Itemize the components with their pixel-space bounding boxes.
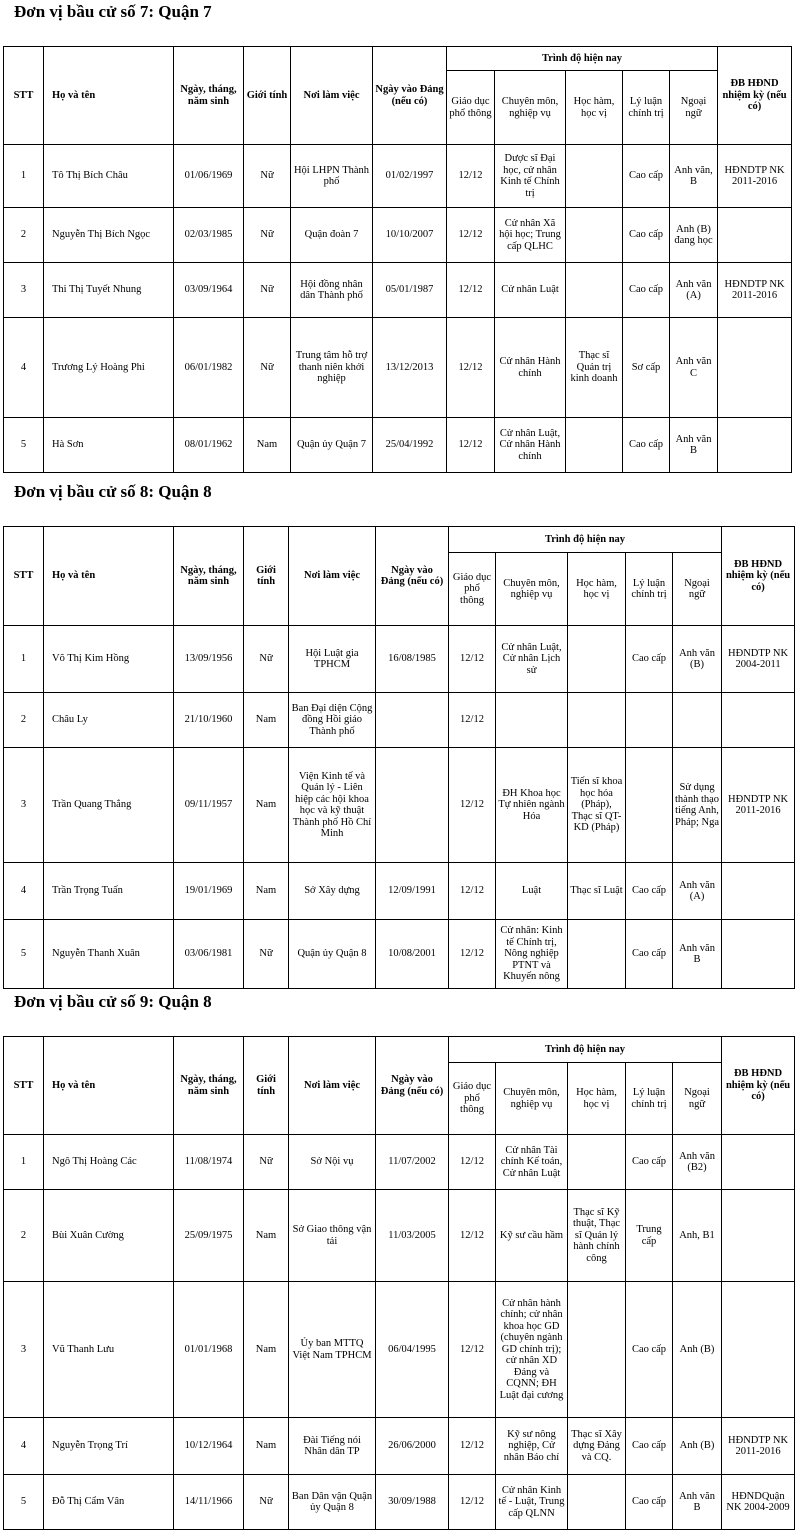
cell-name: Nguyễn Thị Bích Ngọc xyxy=(44,208,174,263)
cell-gender: Nam xyxy=(244,748,289,863)
header-party-date: Ngày vào Đảng (nếu có) xyxy=(373,47,447,145)
cell-dob: 19/01/1969 xyxy=(174,863,244,920)
cell-name: Trần Quang Thắng xyxy=(44,748,174,863)
cell-party-date: 16/08/1985 xyxy=(376,626,449,693)
cell-party-date: 01/02/1997 xyxy=(373,145,447,208)
cell-stt: 2 xyxy=(4,1190,44,1282)
cell-gender: Nữ xyxy=(244,920,289,989)
cell-gender: Nam xyxy=(244,1190,289,1282)
cell-politics xyxy=(626,748,673,863)
cell-delegate: HĐNDTP NK 2011-2016 xyxy=(722,748,795,863)
cell-specialty: Cử nhân Kinh tế - Luật, Trung cấp QLNN xyxy=(496,1475,568,1530)
cell-degree xyxy=(568,693,626,748)
cell-language: Anh văn B xyxy=(670,418,718,473)
cell-general-education: 12/12 xyxy=(449,1190,496,1282)
cell-stt: 1 xyxy=(4,1135,44,1190)
table-row xyxy=(4,920,795,989)
cell-name: Trần Trọng Tuấn xyxy=(44,863,174,920)
header-delegate: ĐB HĐND nhiệm kỳ (nếu có) xyxy=(722,527,795,626)
cell-general-education: 12/12 xyxy=(447,208,495,263)
cell-gender: Nam xyxy=(244,1418,289,1475)
section-title: Đơn vị bầu cử số 8: Quận 8 xyxy=(14,482,212,501)
header-workplace: Nơi làm việc xyxy=(289,1037,376,1135)
cell-specialty: Cử nhân Luật, Cử nhân Hành chính xyxy=(495,418,566,473)
cell-party-date: 11/03/2005 xyxy=(376,1190,449,1282)
header-party-date: Ngày vào Đảng (nếu có) xyxy=(376,527,449,626)
cell-language xyxy=(673,693,722,748)
cell-stt: 4 xyxy=(4,1418,44,1475)
cell-general-education: 12/12 xyxy=(447,418,495,473)
cell-specialty: Cử nhân Luật, Cử nhân Lịch sử xyxy=(496,626,568,693)
cell-workplace: Ban Dân vận Quận ủy Quận 8 xyxy=(289,1475,376,1530)
cell-stt: 3 xyxy=(4,748,44,863)
cell-gender: Nam xyxy=(244,418,291,473)
table-row xyxy=(4,318,792,418)
header-language: Ngoại ngữ xyxy=(670,71,718,145)
cell-gender: Nữ xyxy=(244,208,291,263)
cell-stt: 2 xyxy=(4,208,44,263)
cell-language: Sử dụng thành thạo tiếng Anh, Pháp; Nga xyxy=(673,748,722,863)
cell-party-date: 10/08/2001 xyxy=(376,920,449,989)
cell-stt: 1 xyxy=(4,145,44,208)
cell-gender: Nữ xyxy=(244,145,291,208)
cell-delegate: HĐNDTP NK 2011-2016 xyxy=(718,263,792,318)
cell-general-education: 12/12 xyxy=(449,1135,496,1190)
header-gender: Giới tính xyxy=(244,47,291,145)
cell-degree xyxy=(566,145,623,208)
header-stt: STT xyxy=(4,47,44,145)
cell-specialty: Cử nhân Luật xyxy=(495,263,566,318)
cell-dob: 25/09/1975 xyxy=(174,1190,244,1282)
table-row xyxy=(4,693,795,748)
section-district-7 xyxy=(0,0,800,476)
cell-dob: 03/06/1981 xyxy=(174,920,244,989)
cell-workplace: Sở Xây dựng xyxy=(289,863,376,920)
cell-specialty: ĐH Khoa học Tự nhiên ngành Hóa xyxy=(496,748,568,863)
cell-general-education: 12/12 xyxy=(447,145,495,208)
table-row xyxy=(4,1475,795,1530)
header-level-group: Trình độ hiện nay xyxy=(449,527,722,553)
cell-name: Nguyễn Trọng Trí xyxy=(44,1418,174,1475)
cell-language: Anh văn (A) xyxy=(670,263,718,318)
header-politics: Lý luận chính trị xyxy=(626,553,673,626)
cell-stt: 3 xyxy=(4,263,44,318)
header-dob: Ngày, tháng, năm sinh xyxy=(174,1037,244,1135)
header-language: Ngoại ngữ xyxy=(673,553,722,626)
cell-specialty xyxy=(496,693,568,748)
cell-dob: 11/08/1974 xyxy=(174,1135,244,1190)
cell-stt: 4 xyxy=(4,863,44,920)
cell-gender: Nữ xyxy=(244,626,289,693)
header-degree: Học hàm, học vị xyxy=(568,1063,626,1135)
cell-dob: 02/03/1985 xyxy=(174,208,244,263)
header-gender: Giới tính xyxy=(244,1037,289,1135)
table-row xyxy=(4,145,792,208)
header-dob: Ngày, tháng, năm sinh xyxy=(174,47,244,145)
cell-workplace: Quận ủy Quận 8 xyxy=(289,920,376,989)
cell-name: Vũ Thanh Lưu xyxy=(44,1282,174,1418)
cell-dob: 03/09/1964 xyxy=(174,263,244,318)
table-row xyxy=(4,626,795,693)
table-row xyxy=(4,1418,795,1475)
cell-stt: 1 xyxy=(4,626,44,693)
cell-gender: Nam xyxy=(244,693,289,748)
table-row xyxy=(4,1190,795,1282)
cell-degree xyxy=(568,920,626,989)
cell-workplace: Ủy ban MTTQ Việt Nam TPHCM xyxy=(289,1282,376,1418)
cell-party-date: 06/04/1995 xyxy=(376,1282,449,1418)
header-gender: Giới tính xyxy=(244,527,289,626)
cell-party-date xyxy=(376,693,449,748)
header-general-education: Giáo dục phổ thông xyxy=(447,71,495,145)
cell-language: Anh, B1 xyxy=(673,1190,722,1282)
cell-workplace: Sở Nội vụ xyxy=(289,1135,376,1190)
cell-delegate xyxy=(718,318,792,418)
cell-politics: Cao cấp xyxy=(623,263,670,318)
cell-dob: 06/01/1982 xyxy=(174,318,244,418)
cell-name: Đỗ Thị Cẩm Vân xyxy=(44,1475,174,1530)
header-general-education: Giáo dục phổ thông xyxy=(449,1063,496,1135)
cell-stt: 4 xyxy=(4,318,44,418)
header-politics: Lý luận chính trị xyxy=(623,71,670,145)
cell-name: Võ Thị Kim Hồng xyxy=(44,626,174,693)
cell-party-date: 26/06/2000 xyxy=(376,1418,449,1475)
cell-party-date: 25/04/1992 xyxy=(373,418,447,473)
cell-general-education: 12/12 xyxy=(449,863,496,920)
cell-name: Hà Sơn xyxy=(44,418,174,473)
cell-degree xyxy=(568,1475,626,1530)
cell-workplace: Sở Giao thông vận tải xyxy=(289,1190,376,1282)
cell-degree: Thạc sĩ Kỹ thuật, Thạc sĩ Quản lý hành chính công xyxy=(568,1190,626,1282)
header-party-date: Ngày vào Đảng (nếu có) xyxy=(376,1037,449,1135)
header-stt: STT xyxy=(4,1037,44,1135)
cell-general-education: 12/12 xyxy=(449,626,496,693)
header-specialty: Chuyên môn, nghiệp vụ xyxy=(496,1063,568,1135)
cell-general-education: 12/12 xyxy=(447,263,495,318)
table-header-row xyxy=(4,527,795,553)
cell-politics: Cao cấp xyxy=(626,863,673,920)
header-delegate: ĐB HĐND nhiệm kỳ (nếu có) xyxy=(718,47,792,145)
cell-party-date: 13/12/2013 xyxy=(373,318,447,418)
cell-name: Ngô Thị Hoàng Các xyxy=(44,1135,174,1190)
header-politics: Lý luận chính trị xyxy=(626,1063,673,1135)
cell-degree: Thạc sĩ Luật xyxy=(568,863,626,920)
cell-delegate xyxy=(718,208,792,263)
cell-degree xyxy=(566,418,623,473)
cell-workplace: Hội Luật gia TPHCM xyxy=(289,626,376,693)
cell-specialty: Kỹ sư nông nghiệp, Cử nhân Báo chí xyxy=(496,1418,568,1475)
header-level-group: Trình độ hiện nay xyxy=(449,1037,722,1063)
cell-delegate: HĐNDTP NK 2004-2011 xyxy=(722,626,795,693)
header-workplace: Nơi làm việc xyxy=(289,527,376,626)
cell-degree: Thạc sĩ Quản trị kinh doanh xyxy=(566,318,623,418)
cell-gender: Nữ xyxy=(244,263,291,318)
cell-general-education: 12/12 xyxy=(449,920,496,989)
cell-workplace: Hội đồng nhân dân Thành phố xyxy=(291,263,373,318)
cell-language: Anh văn, B xyxy=(670,145,718,208)
cell-specialty: Cử nhân hành chính; cử nhân khoa học GD (chuyên ngành GD chính trị); cử nhân XD Đảng và CQNN; ĐH Luật đại cương xyxy=(496,1282,568,1418)
cell-language: Anh (B) xyxy=(673,1418,722,1475)
cell-stt: 5 xyxy=(4,418,44,473)
cell-delegate xyxy=(718,418,792,473)
cell-party-date: 05/01/1987 xyxy=(373,263,447,318)
cell-general-education: 12/12 xyxy=(449,1418,496,1475)
cell-language: Anh văn (B2) xyxy=(673,1135,722,1190)
cell-delegate: HĐNDTP NK 2011-2016 xyxy=(718,145,792,208)
header-name: Họ và tên xyxy=(44,527,174,626)
candidate-table xyxy=(3,526,795,989)
cell-politics: Cao cấp xyxy=(626,1418,673,1475)
header-dob: Ngày, tháng, năm sinh xyxy=(174,527,244,626)
header-name: Họ và tên xyxy=(44,47,174,145)
cell-degree xyxy=(568,626,626,693)
cell-language: Anh văn B xyxy=(673,920,722,989)
header-degree: Học hàm, học vị xyxy=(568,553,626,626)
cell-general-education: 12/12 xyxy=(447,318,495,418)
cell-degree xyxy=(568,1282,626,1418)
header-delegate: ĐB HĐND nhiệm kỳ (nếu có) xyxy=(722,1037,795,1135)
cell-language: Anh văn (A) xyxy=(673,863,722,920)
cell-dob: 09/11/1957 xyxy=(174,748,244,863)
cell-general-education: 12/12 xyxy=(449,1282,496,1418)
candidate-table xyxy=(3,1036,795,1530)
cell-politics: Cao cấp xyxy=(623,145,670,208)
header-specialty: Chuyên môn, nghiệp vụ xyxy=(495,71,566,145)
table-row xyxy=(4,208,792,263)
cell-gender: Nam xyxy=(244,1282,289,1418)
cell-delegate xyxy=(722,1135,795,1190)
cell-dob: 01/01/1968 xyxy=(174,1282,244,1418)
header-general-education: Giáo dục phổ thông xyxy=(449,553,496,626)
cell-language: Anh văn B xyxy=(673,1475,722,1530)
cell-name: Bùi Xuân Cường xyxy=(44,1190,174,1282)
cell-party-date xyxy=(376,748,449,863)
cell-workplace: Đài Tiếng nói Nhân dân TP xyxy=(289,1418,376,1475)
cell-specialty: Luật xyxy=(496,863,568,920)
header-language: Ngoại ngữ xyxy=(673,1063,722,1135)
cell-degree xyxy=(568,1135,626,1190)
cell-specialty: Cử nhân Tài chính Kế toán, Cử nhân Luật xyxy=(496,1135,568,1190)
cell-dob: 21/10/1960 xyxy=(174,693,244,748)
cell-gender: Nữ xyxy=(244,318,291,418)
cell-politics: Cao cấp xyxy=(626,626,673,693)
cell-politics: Cao cấp xyxy=(626,1135,673,1190)
cell-delegate: HĐNDQuận NK 2004-2009 xyxy=(722,1475,795,1530)
header-level-group: Trình độ hiện nay xyxy=(447,47,718,71)
cell-general-education: 12/12 xyxy=(449,1475,496,1530)
cell-party-date: 10/10/2007 xyxy=(373,208,447,263)
section-district-8 xyxy=(0,480,800,992)
cell-stt: 3 xyxy=(4,1282,44,1418)
cell-name: Trương Lý Hoàng Phi xyxy=(44,318,174,418)
section-district-9 xyxy=(0,990,800,1534)
header-specialty: Chuyên môn, nghiệp vụ xyxy=(496,553,568,626)
cell-workplace: Ban Đại diện Cộng đồng Hồi giáo Thành phố xyxy=(289,693,376,748)
cell-language: Anh (B) xyxy=(673,1282,722,1418)
cell-name: Tô Thị Bích Châu xyxy=(44,145,174,208)
cell-degree: Tiến sĩ khoa học hóa (Pháp), Thạc sĩ QT-KD (Pháp) xyxy=(568,748,626,863)
cell-delegate xyxy=(722,1190,795,1282)
cell-dob: 08/01/1962 xyxy=(174,418,244,473)
cell-degree: Thạc sĩ Xây dựng Đảng và CQ. xyxy=(568,1418,626,1475)
cell-politics: Cao cấp xyxy=(626,1282,673,1418)
cell-specialty: Cử nhân: Kinh tế Chính trị, Nông nghiệp PTNT và Khuyến nông xyxy=(496,920,568,989)
cell-politics: Sơ cấp xyxy=(623,318,670,418)
cell-politics: Cao cấp xyxy=(626,1475,673,1530)
header-stt: STT xyxy=(4,527,44,626)
cell-workplace: Viện Kinh tế và Quản lý - Liên hiệp các hội khoa học và kỹ thuật Thành phố Hồ Chí Minh xyxy=(289,748,376,863)
cell-degree xyxy=(566,263,623,318)
cell-name: Nguyễn Thanh Xuân xyxy=(44,920,174,989)
cell-stt: 2 xyxy=(4,693,44,748)
table-header-row xyxy=(4,47,792,71)
cell-stt: 5 xyxy=(4,1475,44,1530)
cell-politics: Cao cấp xyxy=(626,920,673,989)
cell-name: Thi Thị Tuyết Nhung xyxy=(44,263,174,318)
cell-gender: Nữ xyxy=(244,1135,289,1190)
cell-specialty: Kỹ sư cầu hầm xyxy=(496,1190,568,1282)
cell-language: Anh văn C xyxy=(670,318,718,418)
header-workplace: Nơi làm việc xyxy=(291,47,373,145)
cell-workplace: Trung tâm hỗ trợ thanh niên khởi nghiệp xyxy=(291,318,373,418)
table-row xyxy=(4,263,792,318)
header-name: Họ và tên xyxy=(44,1037,174,1135)
cell-workplace: Quận ủy Quận 7 xyxy=(291,418,373,473)
cell-dob: 14/11/1966 xyxy=(174,1475,244,1530)
cell-language: Anh (B) đang học xyxy=(670,208,718,263)
cell-stt: 5 xyxy=(4,920,44,989)
candidate-table xyxy=(3,46,792,473)
cell-language: Anh văn (B) xyxy=(673,626,722,693)
cell-specialty: Cử nhân Hành chính xyxy=(495,318,566,418)
cell-general-education: 12/12 xyxy=(449,748,496,863)
cell-politics: Cao cấp xyxy=(623,208,670,263)
cell-degree xyxy=(566,208,623,263)
cell-dob: 01/06/1969 xyxy=(174,145,244,208)
section-title: Đơn vị bầu cử số 9: Quận 8 xyxy=(14,992,212,1011)
cell-general-education: 12/12 xyxy=(449,693,496,748)
table-row xyxy=(4,418,792,473)
table-row xyxy=(4,1135,795,1190)
cell-delegate xyxy=(722,693,795,748)
cell-politics: Trung cấp xyxy=(626,1190,673,1282)
cell-dob: 10/12/1964 xyxy=(174,1418,244,1475)
cell-politics: Cao cấp xyxy=(623,418,670,473)
cell-dob: 13/09/1956 xyxy=(174,626,244,693)
section-title: Đơn vị bầu cử số 7: Quận 7 xyxy=(14,2,212,21)
table-row xyxy=(4,748,795,863)
cell-workplace: Hội LHPN Thành phố xyxy=(291,145,373,208)
table-header-row xyxy=(4,1037,795,1063)
cell-workplace: Quận đoàn 7 xyxy=(291,208,373,263)
cell-specialty: Cử nhân Xã hội học; Trung cấp QLHC xyxy=(495,208,566,263)
cell-gender: Nữ xyxy=(244,1475,289,1530)
cell-politics xyxy=(626,693,673,748)
cell-name: Châu Ly xyxy=(44,693,174,748)
cell-gender: Nam xyxy=(244,863,289,920)
cell-delegate xyxy=(722,863,795,920)
cell-delegate: HĐNDTP NK 2011-2016 xyxy=(722,1418,795,1475)
cell-delegate xyxy=(722,920,795,989)
cell-party-date: 11/07/2002 xyxy=(376,1135,449,1190)
cell-party-date: 12/09/1991 xyxy=(376,863,449,920)
header-degree: Học hàm, học vị xyxy=(566,71,623,145)
table-row xyxy=(4,863,795,920)
cell-delegate xyxy=(722,1282,795,1418)
table-row xyxy=(4,1282,795,1418)
cell-party-date: 30/09/1988 xyxy=(376,1475,449,1530)
cell-specialty: Dược sĩ Đại học, cử nhân Kinh tế Chính trị xyxy=(495,145,566,208)
